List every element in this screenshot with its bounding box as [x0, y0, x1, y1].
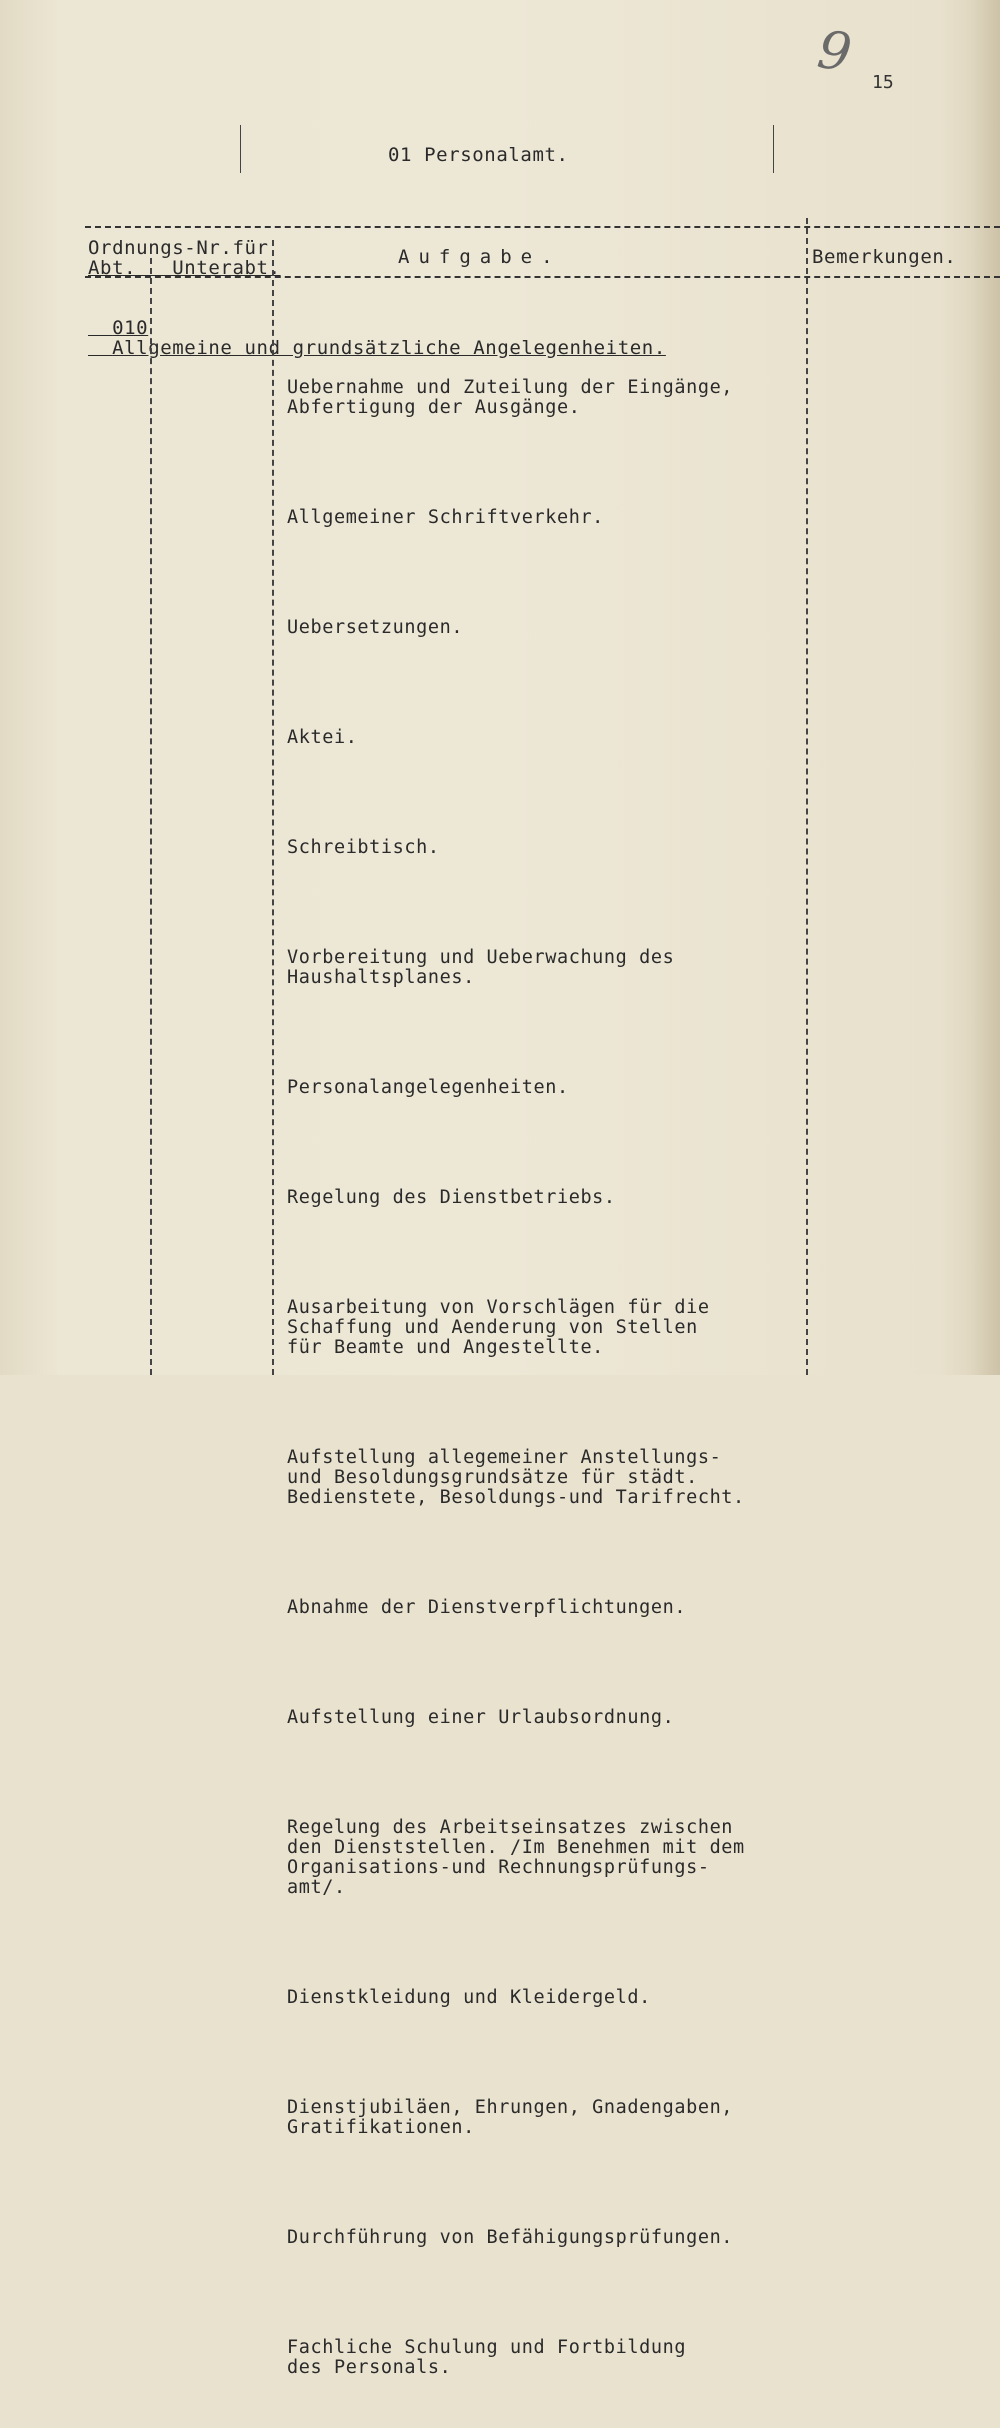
task-item: Dienstjubiläen, Ehrungen, Gnadengaben, Gratifikationen. [287, 2097, 734, 2138]
task-item: Durchführung von Befähigungsprüfungen. [287, 2227, 734, 2248]
section-title: Allgemeine und grundsätzliche Angelegenheiten. [112, 337, 666, 359]
task-item: Allgemeiner Schriftverkehr. [287, 507, 604, 528]
task-item: Aufstellung allegemeiner Anstellungs- und Besoldungsgrundsätze für städt. Bedienstete, Besoldungs-und Tarifrecht. [287, 1447, 745, 1508]
column-header-aufgabe: Aufgabe. [398, 246, 562, 268]
task-item: Uebersetzungen. [287, 617, 464, 638]
column-header-ordnungs: Ordnungs-Nr.für [88, 237, 269, 259]
task-item: Aktei. [287, 727, 358, 748]
task-item: Ausarbeitung von Vorschlägen für die Schaffung und Aenderung von Stellen für Beamte und Angestellte. [287, 1297, 710, 1358]
handwritten-folio-number: 9 [813, 19, 856, 85]
divider-nr-aufgabe [272, 240, 274, 1375]
task-item: Vorbereitung und Ueberwachung des Haushaltsplanes. [287, 947, 675, 988]
title-left-tick [240, 125, 241, 173]
task-item: Fachliche Schulung und Fortbildung des Personals. [287, 2337, 687, 2378]
task-item: Uebernahme und Zuteilung der Eingänge, Abfertigung der Ausgänge. [287, 377, 734, 418]
title-right-tick [773, 125, 774, 173]
page-title: 01 Personalamt. [388, 144, 569, 166]
task-item: Schreibtisch. [287, 837, 440, 858]
task-list [287, 338, 787, 2428]
task-item: Regelung des Arbeitseinsatzes zwischen den Dienststellen. /Im Benehmen mit dem Organisations-und Rechnungsprüfungs- amt/. [287, 1817, 745, 1898]
task-item: Dienstkleidung und Kleidergeld. [287, 1987, 651, 2008]
task-item: Regelung des Dienstbetriebs. [287, 1187, 616, 1208]
task-item: Aufstellung einer Urlaubsordnung. [287, 1707, 675, 1728]
task-item: Abnahme der Dienstverpflichtungen. [287, 1597, 687, 1618]
divider-abt-unterabt [150, 258, 152, 1375]
header-top-rule [85, 226, 1000, 228]
divider-aufgabe-bemerkungen [806, 218, 808, 1375]
page-number: 15 [872, 72, 894, 93]
section-number: 010 [112, 317, 149, 339]
column-header-bemerkungen: Bemerkungen. [812, 246, 957, 268]
column-header-abt-unterabt: Abt. Unterabt. [88, 257, 281, 279]
task-item: Personalangelegenheiten. [287, 1077, 569, 1098]
